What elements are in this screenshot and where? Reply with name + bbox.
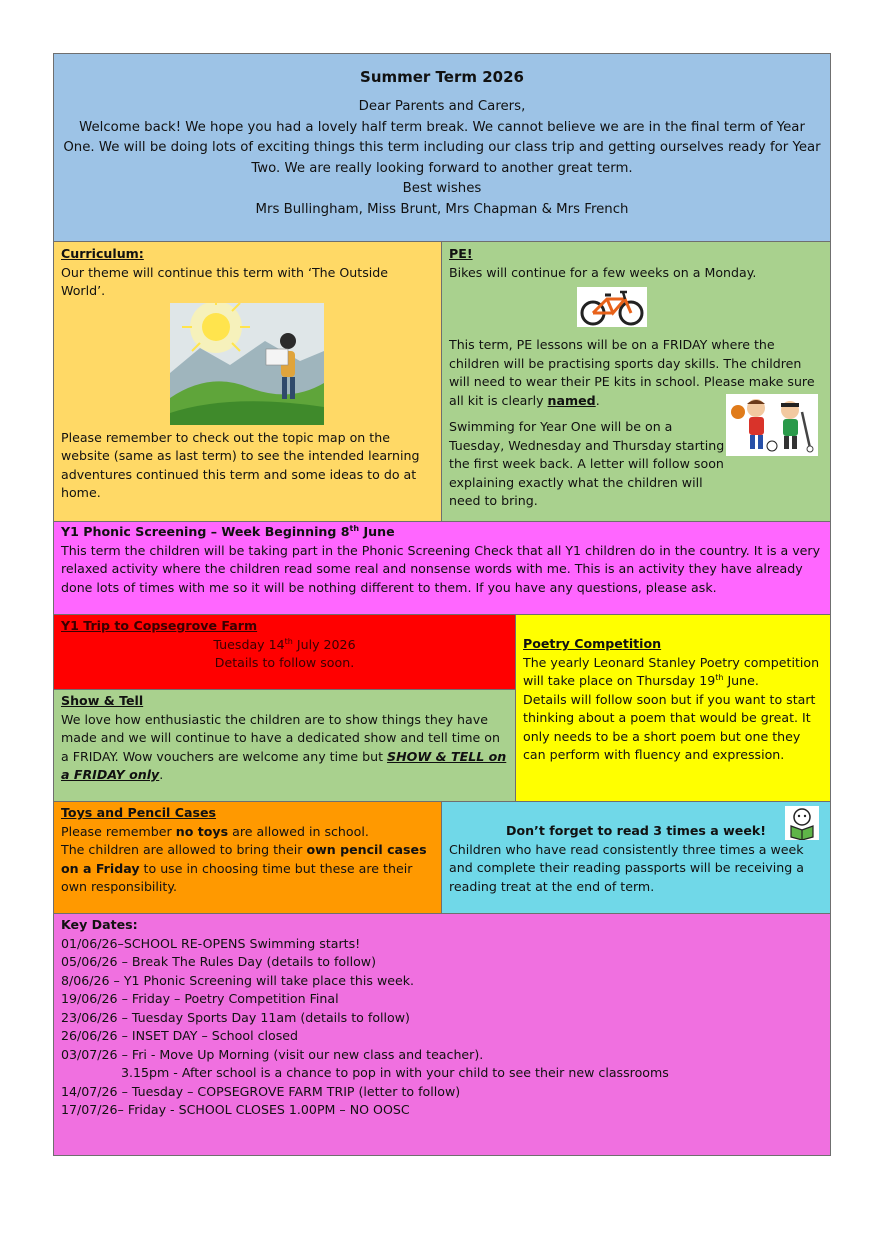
key-dates-box	[53, 913, 831, 1156]
pe-box	[441, 241, 831, 522]
key-date-item: 8/06/26 – Y1 Phonic Screening will take place this week.	[61, 972, 415, 988]
show-tell-box	[53, 689, 516, 802]
curriculum-box	[53, 241, 442, 522]
explorer-illustration	[170, 303, 324, 425]
key-date-item: 3.15pm - After school is a chance to pop in with your child to see their new classrooms	[121, 1065, 669, 1080]
toys-heading: Toys and Pencil Cases	[61, 805, 217, 820]
header-box	[53, 53, 831, 242]
key-date-item: 05/06/26 – Break The Rules Day (details to follow)	[61, 954, 377, 969]
signoff: Best wishes	[402, 181, 482, 196]
reading-box	[441, 801, 831, 914]
pe-heading: PE!	[449, 246, 473, 261]
toys-box	[53, 801, 442, 914]
poetry-heading: Poetry Competition	[523, 636, 662, 651]
signature: Mrs Bullingham, Miss Brunt, Mrs Chapman & Mrs French	[255, 201, 629, 217]
key-date-item: 26/06/26 – INSET DAY – School closed	[61, 1028, 298, 1043]
pe-swimming-text: Swimming for Year One will be on a Tuesday, Wednesday and Thursday starting the first week back. A letter will follow soon explaining exactly what the children will need to bring.	[449, 419, 725, 508]
curriculum-intro: Our theme will continue this term with ‘The Outside World’.	[61, 264, 389, 298]
toys-line-1: Please remember no toys are allowed in school.	[61, 823, 369, 839]
poetry-text-1: The yearly Leonard Stanley Poetry competition will take place on Thursday 19th June.	[523, 654, 820, 688]
show-tell-text: We love how enthusiastic the children are to show things they have made and we will continue to have a dedicated show and tell time on a FRIDAY. Wow vouchers are welcome any time but SHOW & TELL on a FRIDAY only.	[61, 711, 507, 782]
key-date-item: 14/07/26 – Tuesday – COPSEGROVE FARM TRIP (letter to follow)	[61, 1083, 461, 1099]
curriculum-heading: Curriculum:	[61, 246, 144, 261]
page-title: Summer Term 2026	[360, 68, 524, 86]
greeting: Dear Parents and Carers,	[358, 99, 526, 114]
trip-heading: Y1 Trip to Copsegrove Farm	[61, 618, 258, 633]
curriculum-text: Please remember to check out the topic map on the website (same as last term) to see the intended learning adventures continued this term and some ideas to do at home.	[61, 429, 420, 500]
key-dates-heading: Key Dates:	[61, 917, 138, 932]
reading-book-icon	[785, 806, 819, 840]
pe-bikes-text: Bikes will continue for a few weeks on a Monday.	[449, 264, 757, 280]
phonics-box	[53, 521, 831, 615]
key-date-item: 19/06/26 – Friday – Poetry Competition Final	[61, 991, 339, 1006]
bicycle-icon	[577, 287, 647, 327]
key-date-item: 23/06/26 – Tuesday Sports Day 11am (details to follow)	[61, 1009, 410, 1025]
key-date-item: 03/07/26 – Fri - Move Up Morning (visit our new class and teacher).	[61, 1046, 484, 1062]
pe-lessons-text: This term, PE lessons will be on a FRIDAY where the children will be practising sports day skills. The children will need to wear their PE kits in school. Please make sure all kit is clearly named.	[449, 337, 815, 408]
key-date-item: 17/07/26– Friday - SCHOOL CLOSES 1.00PM – NO OOSC	[61, 1102, 410, 1117]
named-emphasis: named	[547, 392, 596, 408]
key-date-item: 01/06/26–SCHOOL RE-OPENS Swimming starts!	[61, 935, 361, 951]
show-tell-emphasis: SHOW & TELL on a FRIDAY only	[61, 748, 507, 782]
toys-line-2: The children are allowed to bring their own pencil cases on a Friday to use in choosing time but these are their own responsibility.	[61, 842, 427, 894]
show-tell-heading: Show & Tell	[61, 693, 144, 708]
welcome-message: Welcome back! We hope you had a lovely half term break. We cannot believe we are in the final term of Year One. We will be doing lots of exciting things this term including our class trip and getting ourselves ready for Year Two. We are really looking forward to another great term.	[63, 119, 821, 176]
phonics-heading: Y1 Phonic Screening – Week Beginning 8th June	[61, 523, 395, 539]
reading-heading: Don’t forget to read 3 times a week!	[505, 823, 767, 838]
trip-details: Details to follow soon.	[214, 655, 355, 670]
poetry-text-2: Details will follow soon but if you want to start thinking about a poem that would be great. It only needs to be a short poem but one they can perform with fluency and expression.	[523, 691, 816, 762]
sports-children-illustration	[726, 394, 818, 456]
poetry-box	[515, 614, 831, 802]
phonics-text: This term the children will be taking part in the Phonic Screening Check that all Y1 children do in the country. It is a very relaxed activity where the children read some real and nonsense words with me. This is an activity they have already done lots of times with me so it will be nothing different to them. If you have any questions, please ask.	[61, 542, 821, 595]
reading-text: Children who have read consistently three times a week and complete their reading passports will be receiving a reading treat at the end of term.	[449, 841, 804, 894]
trip-box	[53, 614, 516, 690]
trip-date: Tuesday 14th July 2026	[213, 636, 356, 652]
